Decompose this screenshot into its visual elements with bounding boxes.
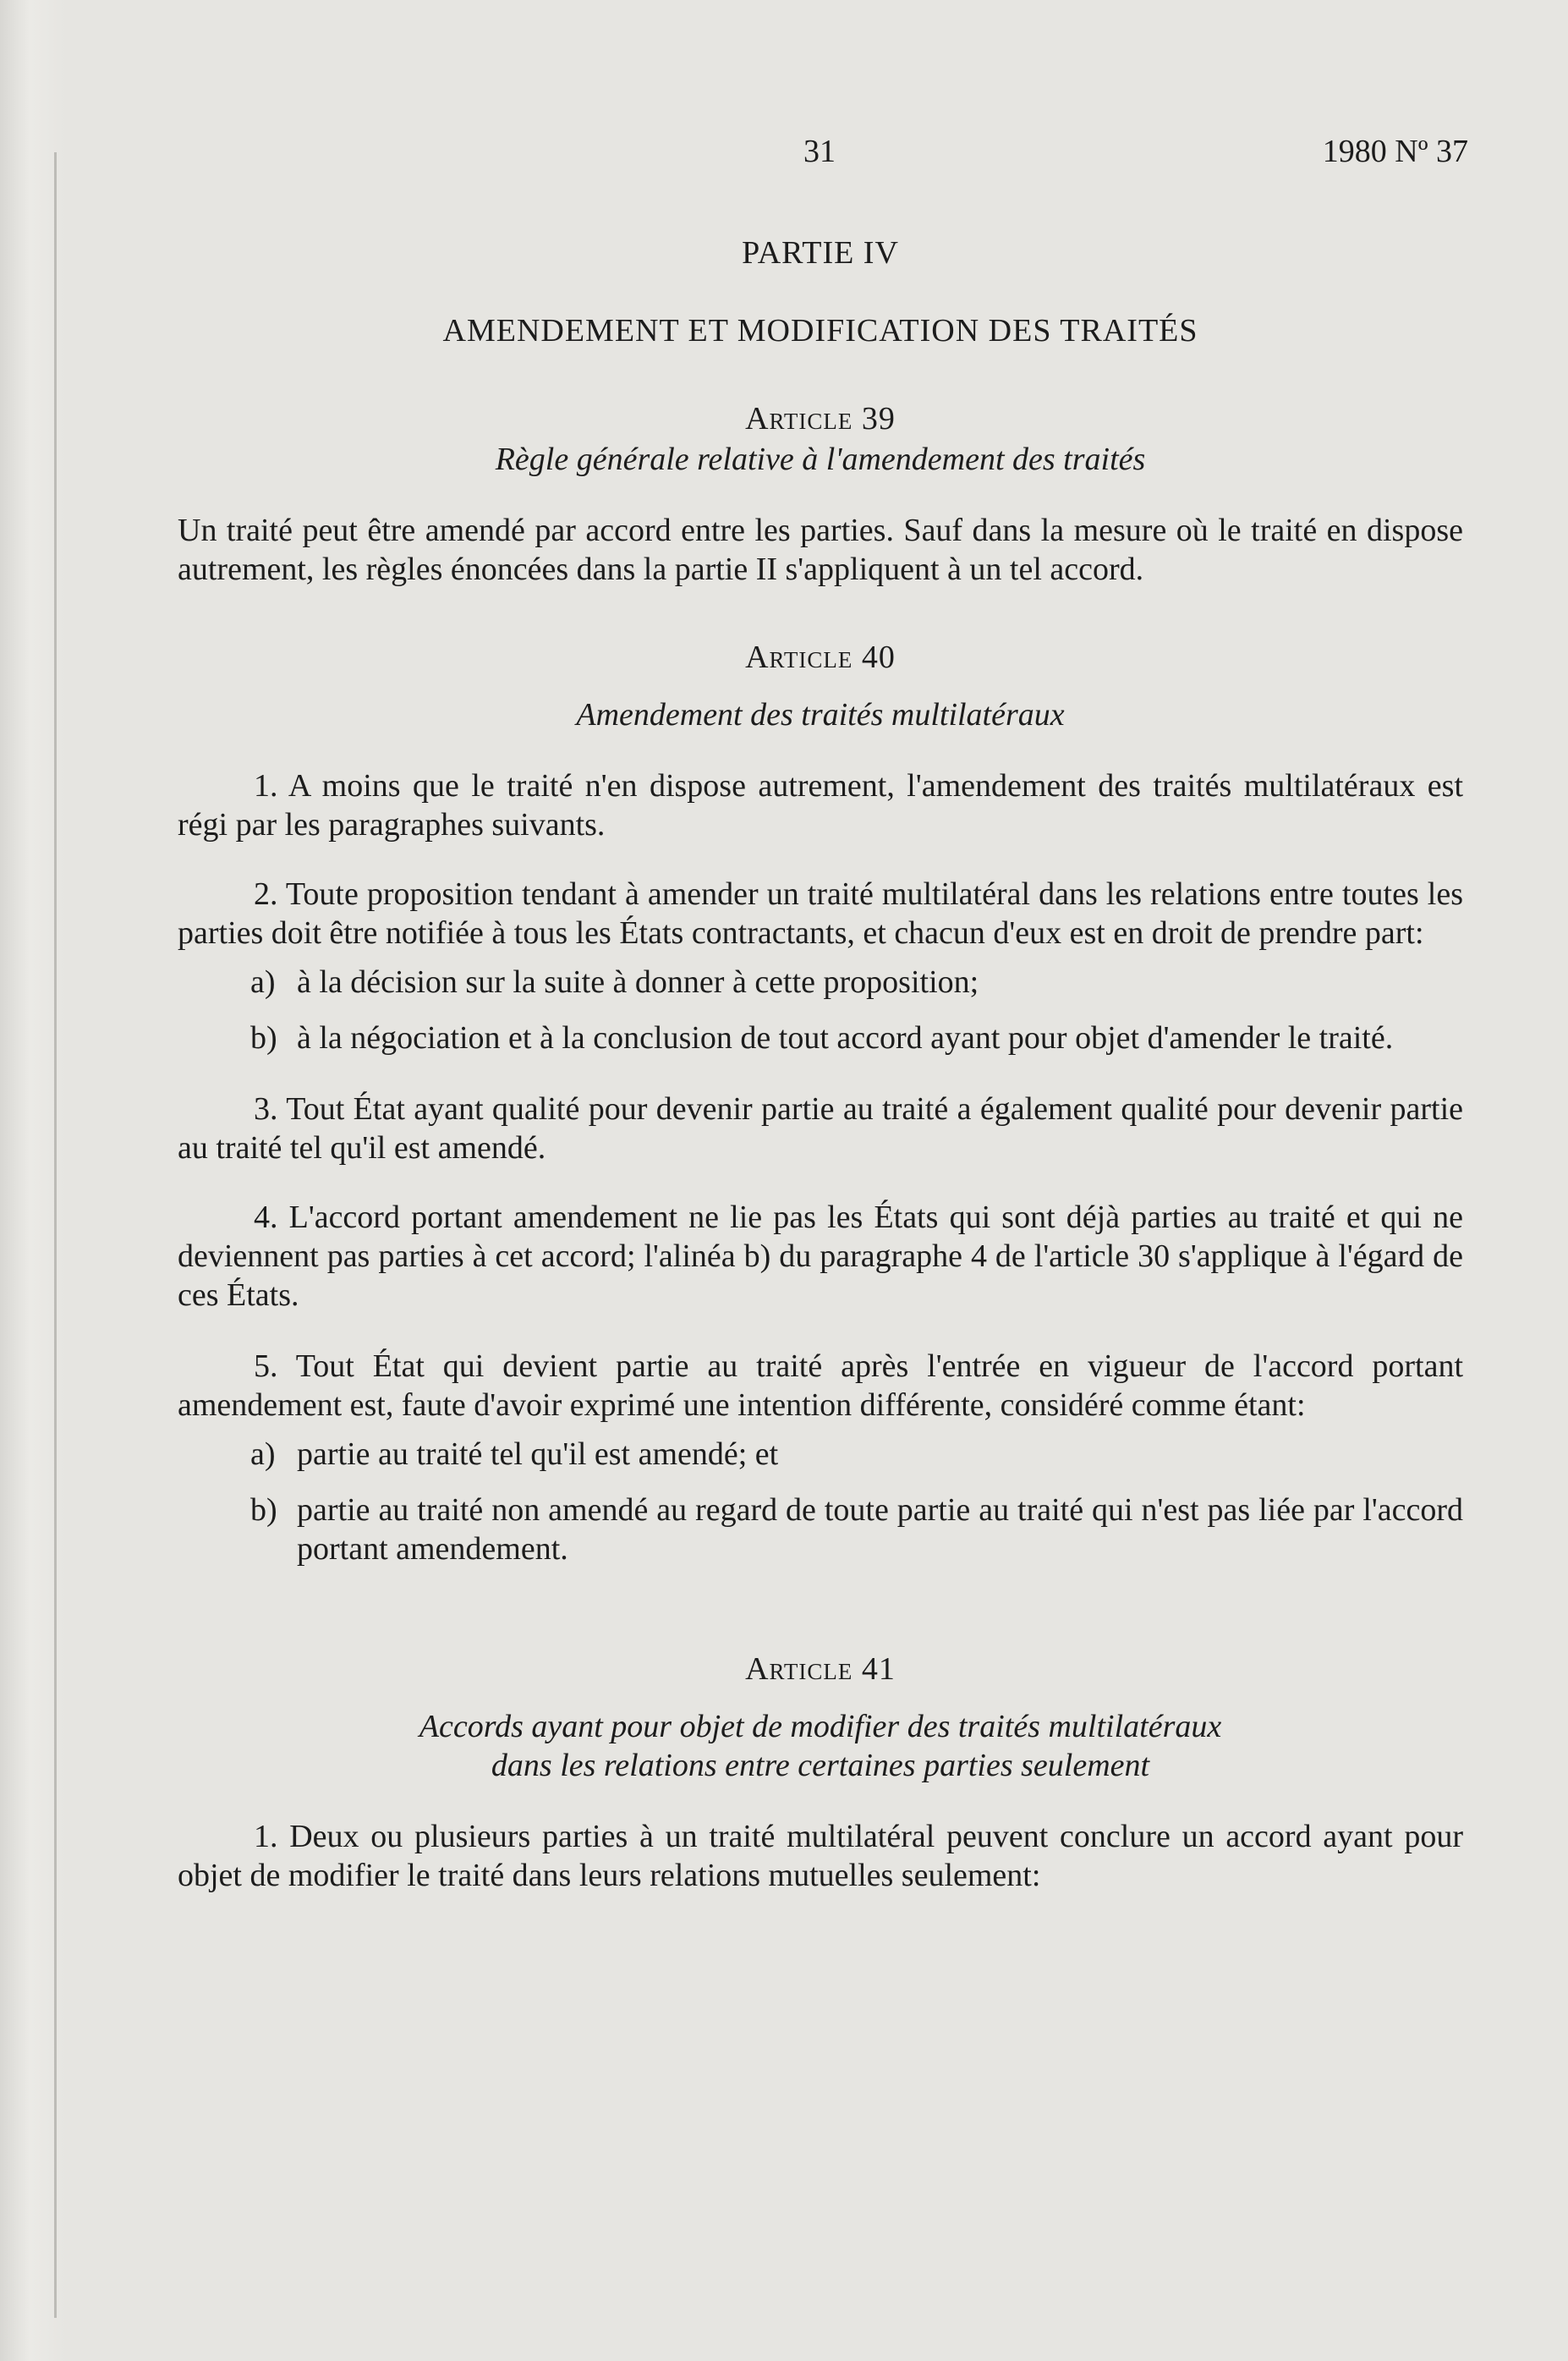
document-page [178,127,1468,1895]
list-item [178,1435,1463,1474]
list-item [178,1019,1463,1057]
list-item-label: a) [250,1436,276,1472]
list-item-text: à la décision sur la suite à donner à cette proposition; [297,964,979,1000]
list-item-label: a) [250,964,276,1000]
binding-edge-line [54,152,57,2318]
list-item-label: b) [250,1492,277,1528]
list-item-text: partie au traité tel qu'il est amendé; et [297,1436,779,1472]
article-40-heading: Article 40 [745,640,896,675]
article-39-title: Règle générale relative à l'amendement des traités [495,442,1146,477]
article-40-title: Amendement des traités multilatéraux [576,697,1065,733]
article-40-paragraph-4: 4. L'accord portant amendement ne lie pas les États qui sont déjà parties au traité et qui ne deviennent pas parties à cet accord; l'alinéa b) du paragraphe 4 de l'article 30 s'applique à l'égard de ces États. [178,1200,1463,1313]
list-item [178,1491,1463,1568]
article-41-title-line-2: dans les relations entre certaines parties seulement [491,1748,1150,1783]
article-40-paragraph-1: 1. A moins que le traité n'en dispose autrement, l'amendement des traités multilatéraux est régi par les paragraphes suivants. [178,768,1463,843]
part-subtitle: AMENDEMENT ET MODIFICATION DES TRAITÉS [442,313,1198,349]
article-41-title-line-1: Accords ayant pour objet de modifier des traités multilatéraux [419,1709,1222,1744]
part-title: PARTIE IV [742,235,899,271]
journal-reference: 1980 Nº 37 [1322,134,1468,169]
article-40-paragraph-3: 3. Tout État ayant qualité pour devenir partie au traité a également qualité pour devenir partie au traité tel qu'il est amendé. [178,1091,1463,1166]
article-39-paragraph: Un traité peut être amendé par accord entre les parties. Sauf dans la mesure où le traité en dispose autrement, les règles énoncées dans la partie II s'appliquent à un tel accord. [178,513,1463,587]
article-41-heading: Article 41 [745,1651,896,1687]
article-41-paragraph-1: 1. Deux ou plusieurs parties à un traité multilatéral peuvent conclure un accord ayant pour objet de modifier le traité dans leurs relations mutuelles seulement: [178,1819,1463,1893]
article-40-paragraph-2: 2. Toute proposition tendant à amender un traité multilatéral dans les relations entre toutes les parties doit être notifiée à tous les États contractants, et chacun d'eux est en droit de prendre part: [178,876,1463,951]
list-item [178,963,1463,1002]
page-header [178,127,1468,178]
article-40-paragraph-5: 5. Tout État qui devient partie au traité après l'entrée en vigueur de l'accord portant amendement est, faute d'avoir exprimé une intention différente, considéré comme étant: [178,1348,1463,1423]
page-number: 31 [803,134,836,169]
article-39-heading: Article 39 [745,401,896,437]
list-item-text: partie au traité non amendé au regard de toute partie au traité qui n'est pas liée par l'accord portant amendement. [297,1492,1463,1567]
list-item-label: b) [250,1020,277,1056]
list-item-text: à la négociation et à la conclusion de tout accord ayant pour objet d'amender le traité. [297,1020,1394,1056]
